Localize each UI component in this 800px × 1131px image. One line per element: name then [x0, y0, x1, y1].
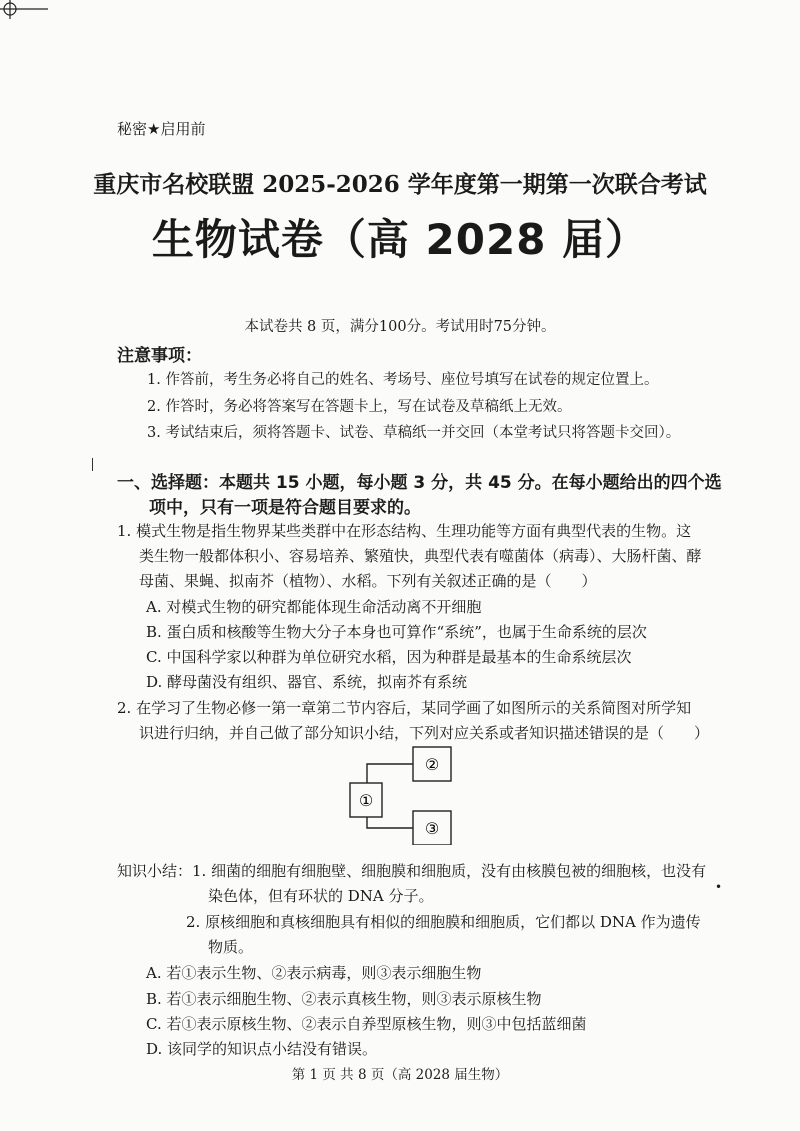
- diagram-label-2: ②: [424, 755, 440, 774]
- q2-option-c: C. 若①表示原核生物、②表示自养型原核生物，则③中包括蓝细菌: [146, 1015, 587, 1033]
- diagram-label-1: ①: [358, 791, 374, 810]
- exam-info: 本试卷共 8 页，满分100分。考试用时75分钟。: [244, 319, 556, 335]
- diagram-label-3: ③: [424, 819, 440, 838]
- question-1-line: 类生物一般都体积小、容易培养、繁殖快，典型代表有噬菌体（病毒）、大肠杆菌、酵: [139, 547, 702, 565]
- knowledge-summary-line: 物质。: [208, 938, 254, 956]
- q1-option-a: A. 对模式生物的研究都能体现生命活动离不开细胞: [146, 598, 482, 616]
- notice-item: 3. 考试结束后，须将答题卡、试卷、草稿纸一并交回（本堂考试只将答题卡交回）。: [147, 425, 681, 441]
- paper-title: 生物试卷（高 2028 届）: [151, 215, 649, 264]
- page-footer: 第 1 页 共 8 页（高 2028 届生物）: [291, 1067, 509, 1083]
- question-1-line: 母菌、果蝇、拟南芥（植物）、水稻。下列有关叙述正确的是（ ）: [139, 572, 597, 590]
- notice-heading: 注意事项：: [117, 346, 202, 366]
- q1-option-b: B. 蛋白质和核酸等生物大分子本身也可算作“系统”，也属于生命系统的层次: [146, 623, 647, 641]
- diagram-connector: [367, 764, 413, 783]
- q2-option-b: B. 若①表示细胞生物、②表示真核生物，则③表示原核生物: [146, 990, 542, 1008]
- knowledge-summary-line: 2. 原核细胞和真核细胞具有相似的细胞膜和细胞质，它们都以 DNA 作为遗传: [186, 913, 701, 931]
- notice-item: 1. 作答前，考生务必将自己的姓名、考场号、座位号填写在试卷的规定位置上。: [147, 372, 659, 388]
- question-2-line: 2. 在学习了生物必修一第一章第二节内容后，某同学画了如图所示的关系简图对所学知: [117, 699, 692, 717]
- knowledge-summary-line: 染色体，但有环状的 DNA 分子。: [208, 887, 434, 905]
- question-1-line: 1. 模式生物是指生物界某些类群中在形态结构、生理功能等方面有典型代表的生物。这: [117, 522, 692, 540]
- knowledge-summary-line: 知识小结：1. 细菌的细胞有细胞壁、细胞膜和细胞质，没有由核膜包被的细胞核，也没有: [117, 862, 707, 880]
- diagram-connector: [367, 817, 413, 828]
- q1-option-d: D. 酵母菌没有组织、器官、系统，拟南芥有系统: [146, 673, 468, 691]
- q2-option-a: A. 若①表示生物、②表示病毒，则③表示细胞生物: [146, 964, 482, 982]
- confidential-label: 秘密★启用前: [117, 120, 206, 138]
- question-2-line: 识进行归纳，并自己做了部分知识小结，下列对应关系或者知识描述错误的是（ ）: [139, 724, 710, 742]
- registration-mark-icon: [0, 0, 60, 24]
- exam-title: 重庆市名校联盟 2025-2026 学年度第一期第一次联合考试: [93, 171, 707, 198]
- section-heading-cont: 项中，只有一项是符合题目要求的。: [149, 498, 421, 518]
- margin-tick: [92, 458, 93, 471]
- stray-mark: •: [715, 880, 723, 894]
- q2-option-d: D. 该同学的知识点小结没有错误。: [146, 1040, 378, 1058]
- section-heading: 一、选择题：本题共 15 小题，每小题 3 分，共 45 分。在每小题给出的四个选: [117, 473, 722, 493]
- notice-item: 2. 作答时，务必将答案写在答题卡上，写在试卷及草稿纸上无效。: [147, 399, 572, 415]
- q1-option-c: C. 中国科学家以种群为单位研究水稻，因为种群是最基本的生命系统层次: [146, 648, 632, 666]
- relationship-diagram: [340, 745, 460, 845]
